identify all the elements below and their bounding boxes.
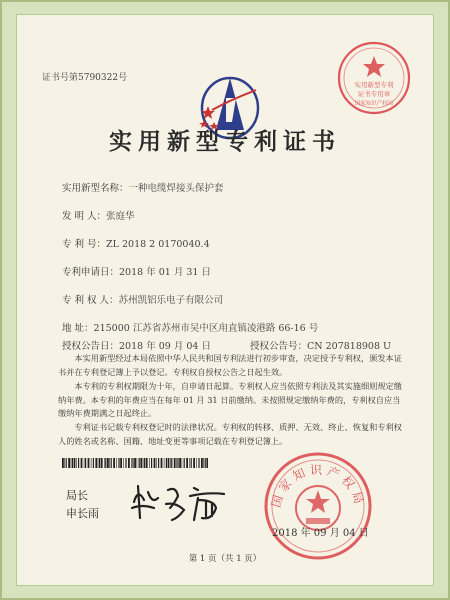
field-label: 授权公告日： [62, 341, 120, 352]
barcode-bar [134, 458, 136, 468]
field-label: 专 利 号： [62, 239, 107, 250]
barcode-bar [161, 458, 163, 468]
barcode-bar [120, 458, 122, 468]
certificate-title: 实用新型专利证书 [109, 128, 341, 155]
field-inventor [62, 208, 135, 222]
barcode-bar [85, 458, 86, 468]
barcode-bar [132, 458, 133, 468]
cert-number: 证书号第5790322号 [42, 73, 128, 83]
field-grant-number [250, 338, 391, 352]
barcode-bar [156, 458, 157, 468]
barcode-bar [64, 458, 65, 468]
barcode-bar [139, 458, 140, 468]
barcode-bar [189, 458, 190, 468]
barcode-bar [78, 458, 79, 468]
field-label: 发 明 人： [62, 211, 107, 222]
handwritten-signature [128, 478, 238, 526]
barcode-bar [105, 458, 106, 468]
barcode-bar [158, 458, 159, 468]
barcode-bar [198, 458, 199, 468]
barcode [62, 458, 208, 468]
field-value: 张庭华 [106, 211, 135, 222]
barcode-bar [174, 458, 176, 468]
issue-date: 2018 年 09 月 04 日 [272, 528, 369, 539]
barcode-bar [184, 458, 185, 468]
field-value: 215000 江苏省苏州市吴中区甪直镇凌港路 66-16 号 [93, 323, 319, 334]
barcode-bar [137, 458, 138, 468]
barcode-bar [143, 458, 144, 468]
barcode-bar [140, 458, 142, 468]
barcode-bar [88, 458, 90, 468]
barcode-bar [128, 458, 130, 468]
barcode-bar [168, 458, 170, 468]
field-value: 2018 年 09 月 04 日 [119, 341, 211, 352]
barcode-bar [193, 458, 195, 468]
barcode-bar [191, 458, 192, 468]
barcode-bar [116, 458, 117, 468]
barcode-bar [76, 458, 77, 468]
field-value: ZL 2018 2 0170040.4 [106, 239, 210, 250]
barcode-bar [131, 458, 132, 468]
barcode-bar [201, 458, 203, 468]
field-grant-date [62, 338, 211, 352]
barcode-bar [154, 458, 156, 468]
barcode-bar [176, 458, 177, 468]
barcode-bar [62, 458, 64, 468]
seal-bottom-text: 国家知识产权局 [268, 463, 368, 510]
paragraph-term: 本专利的专利权期限为十年，自申请日起算。专利权人应当依照专利法及其实施细则规定缴纳年费。本专利的年费应当在每年 01 月 31 日前缴纳。未按照规定缴纳年费的，专利权自应当缴纳年费期满之日起终止。 [58, 381, 402, 418]
barcode-bar [74, 458, 76, 468]
barcode-bar [91, 458, 92, 468]
barcode-bar [177, 458, 178, 468]
field-value: 苏州凯铝乐电子有限公司 [118, 295, 224, 306]
barcode-bar [109, 458, 110, 468]
seal-top-line2: 证书专用章 [357, 90, 391, 98]
paragraph-legal-status: 专利证书记载专利权登记时的法律状况。专利权的转移、质押、无效、终止、恢复和专利权人的姓名或名称、国籍、地址变更等事项记载在专利登记簿上。 [58, 422, 402, 446]
field-label: 地 址： [62, 323, 94, 334]
barcode-bar [113, 458, 115, 468]
barcode-bar [146, 458, 148, 468]
barcode-bar [171, 458, 172, 468]
field-value: 一种电缆焊接头保护套 [128, 183, 224, 194]
barcode-bar [107, 458, 109, 468]
barcode-bar [203, 458, 204, 468]
barcode-bar [66, 458, 67, 468]
barcode-bar [164, 458, 165, 468]
field-value: 2018 年 01 月 31 日 [119, 267, 211, 278]
barcode-bar [123, 458, 124, 468]
seal-top-line1: 实用新型专利 [354, 81, 394, 89]
barcode-bar [149, 458, 150, 468]
bottom-seal-stamp [258, 446, 378, 566]
barcode-bar [182, 458, 183, 468]
field-label: 授权公告号： [250, 341, 308, 352]
barcode-bar [170, 458, 171, 468]
barcode-bar [104, 458, 105, 468]
barcode-bar [118, 458, 119, 468]
field-label: 实用新型名称： [62, 183, 129, 194]
barcode-bar [93, 458, 94, 468]
field-patent-number [62, 236, 210, 250]
field-address [62, 320, 318, 334]
barcode-bar [71, 458, 72, 468]
field-label: 专 利 权 人： [62, 295, 119, 306]
top-seal-stamp [334, 38, 414, 118]
field-utility-name [62, 180, 224, 194]
barcode-bar [98, 458, 99, 468]
barcode-bar [125, 458, 126, 468]
barcode-bar [111, 458, 112, 468]
barcode-bar [151, 458, 152, 468]
barcode-bar [144, 458, 145, 468]
seal-top-line3: 国家知识产权局 [354, 101, 394, 107]
page-number: 第 1 页（共 1 页） [188, 554, 262, 564]
barcode-bar [196, 458, 197, 468]
barcode-bar [179, 458, 181, 468]
barcode-bar [84, 458, 85, 468]
field-application-date [62, 264, 211, 278]
barcode-bar [206, 458, 208, 468]
barcode-bar [95, 458, 97, 468]
barcode-bar [81, 458, 83, 468]
director-title: 局长 [66, 489, 88, 502]
barcode-bar [166, 458, 167, 468]
barcode-bar [205, 458, 206, 468]
barcode-bar [101, 458, 103, 468]
barcode-bar [99, 458, 100, 468]
field-label: 专利申请日： [62, 267, 120, 278]
barcode-bar [72, 458, 73, 468]
barcode-bar [186, 458, 188, 468]
field-patentee [62, 292, 223, 306]
barcode-bar [68, 458, 70, 468]
director-name: 申长雨 [66, 507, 99, 520]
field-value: CN 207818908 U [307, 341, 392, 352]
paragraph-grant: 本实用新型经过本局依照中华人民共和国专利法进行初步审查，决定授予专利权，颁发本证书并在专利登记簿上予以登记。专利权自授权公告之日起生效。 [58, 353, 402, 377]
